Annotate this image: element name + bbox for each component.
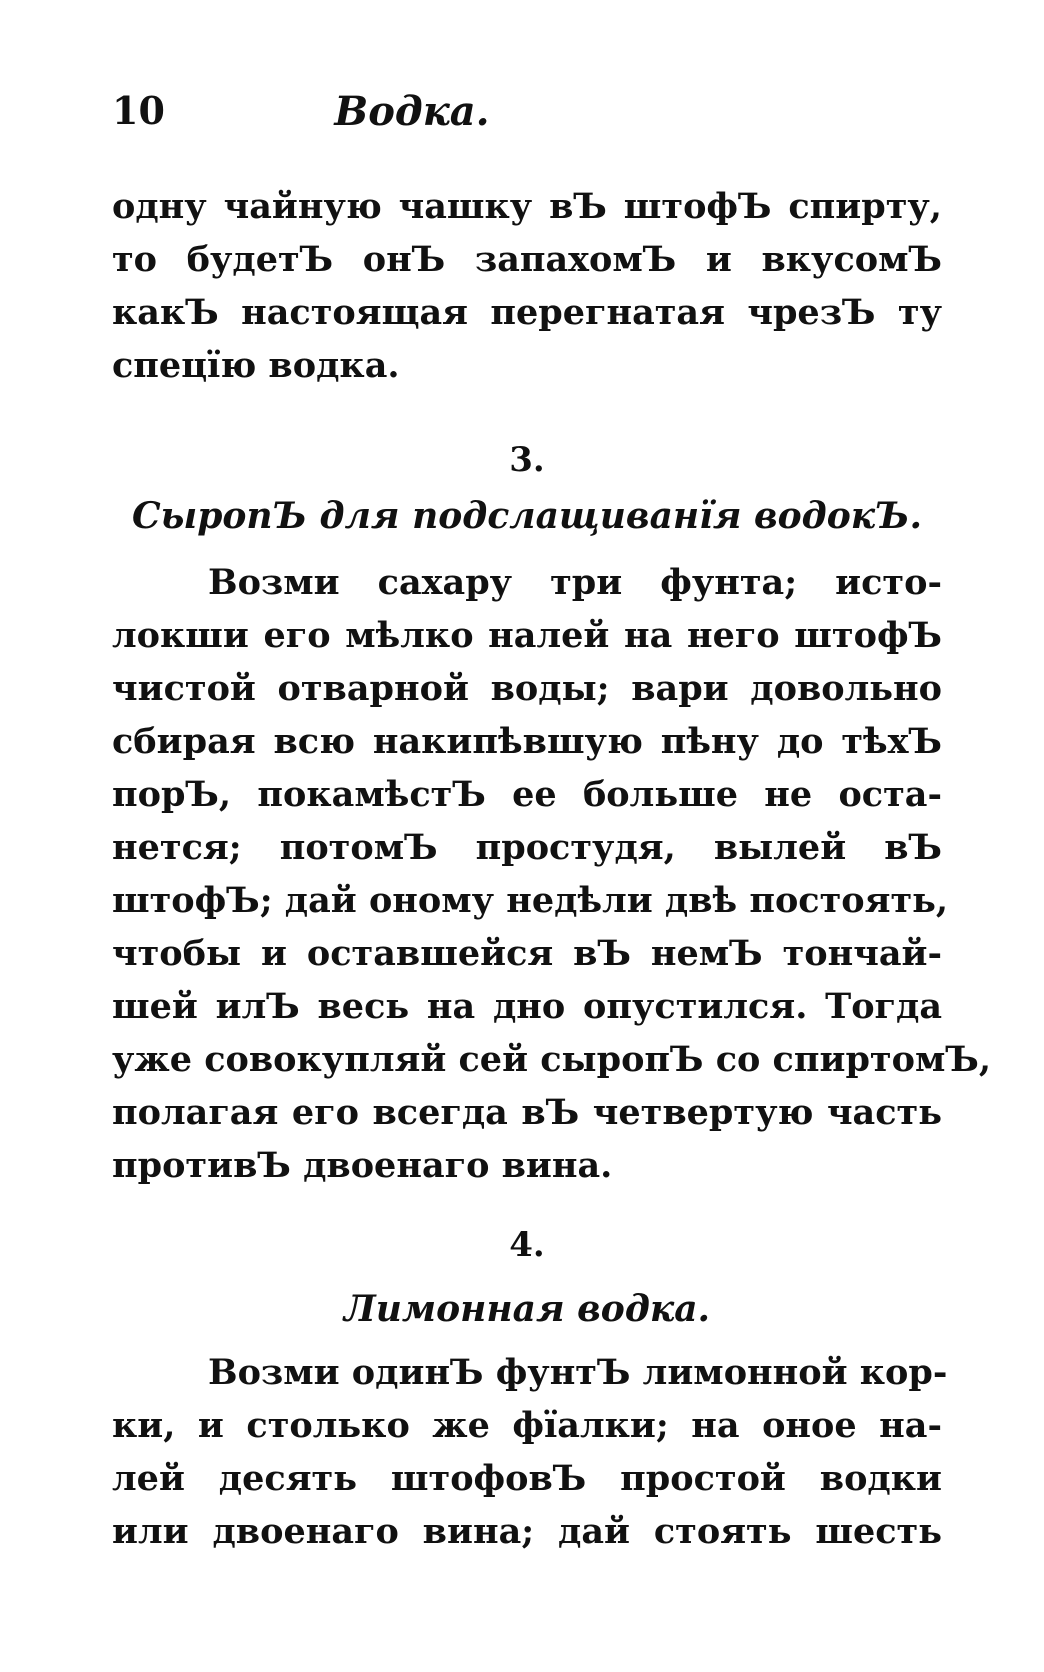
text-line: то будетЪ онЪ запахомЪ и вкусомЪ — [112, 239, 942, 280]
text-line: полагая его всегда вЪ четвертую часть — [112, 1092, 942, 1133]
text-line: штофЪ; дай оному недѣли двѣ постоять, — [112, 880, 949, 921]
text-line: ки, и столько же фїалки; на оное на- — [112, 1405, 942, 1446]
section-number-4: 4. — [509, 1225, 545, 1265]
text-line: чтобы и оставшейся вЪ немЪ тончай- — [112, 933, 942, 974]
text-line: чистой отварной воды; вари довольно — [112, 668, 942, 709]
text-line: шей илЪ весь на дно опустился. Тогда — [112, 986, 942, 1027]
section-title-4: Лимонная водка. — [343, 1288, 711, 1330]
text-line: порЪ, покамѣстЪ ее больше не оста- — [112, 774, 942, 815]
section-4-paragraph — [112, 1346, 948, 1558]
text-line: или двоенаго вина; дай стоять шесть — [112, 1511, 942, 1552]
continuation-paragraph — [112, 180, 942, 392]
text-line: какЪ настоящая перегнатая чрезЪ ту — [112, 292, 942, 333]
text-line: сбирая всю накипѣвшую пѣну до тѣхЪ — [112, 721, 942, 762]
text-line: Возми одинЪ фунтЪ лимонной кор- — [208, 1352, 948, 1393]
running-title: Водка. — [334, 88, 490, 135]
page-header — [112, 88, 942, 148]
text-line: спецїю водка. — [112, 345, 400, 386]
page-number: 10 — [112, 88, 165, 133]
text-line: уже совокупляй сей сыропЪ со спиртомЪ, — [112, 1039, 992, 1080]
text-line: лей десять штофовЪ простой водки — [112, 1458, 942, 1499]
text-line: нется; потомЪ простудя, вылей вЪ — [112, 827, 942, 868]
section-3-paragraph — [112, 556, 992, 1192]
text-line: противЪ двоенаго вина. — [112, 1145, 613, 1186]
text-line: одну чайную чашку вЪ штофЪ спирту, — [112, 186, 942, 227]
text-line: Возми сахару три фунта; исто- — [208, 562, 942, 603]
section-number-3: 3. — [509, 440, 545, 480]
text-line: локши его мѣлко налей на него штофЪ — [112, 615, 942, 656]
section-title-3: СыропЪ для подслащиванїя водокЪ. — [131, 495, 923, 537]
